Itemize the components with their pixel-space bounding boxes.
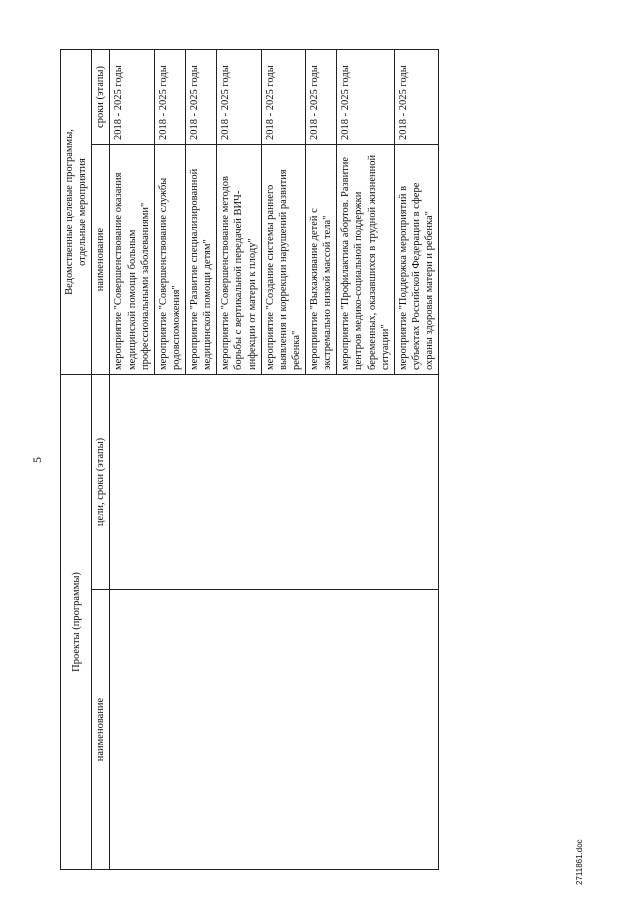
measure-name: мероприятие "Профилактика абортов. Развитие центров медико-социальной поддержки беременных, оказавшихся в трудной жизненной ситуации" bbox=[337, 145, 395, 375]
measure-term: 2018 - 2025 годы bbox=[217, 49, 261, 144]
subheader-name: наименование bbox=[92, 590, 110, 870]
measure-term: 2018 - 2025 годы bbox=[110, 49, 154, 144]
measure-term: 2018 - 2025 годы bbox=[394, 49, 438, 144]
project-name-cell bbox=[110, 590, 439, 870]
page-number: 5 bbox=[30, 457, 44, 463]
programs-table bbox=[60, 49, 439, 870]
subheader-terms: сроки (этапы) bbox=[92, 49, 110, 144]
measure-name: мероприятие "Совершенствование службы родовспоможения" bbox=[154, 145, 185, 375]
measure-name: мероприятие "Развитие специализированной медицинской помощи детям" bbox=[186, 145, 217, 375]
measure-name: мероприятие "Создание системы раннего выявления и коррекции нарушений развития ребенка" bbox=[261, 145, 305, 375]
footer-file-name: 2711861.doc bbox=[575, 839, 584, 885]
table-row bbox=[110, 49, 154, 869]
subheader-measure-name: наименование bbox=[92, 145, 110, 375]
rotated-sheet bbox=[20, 35, 600, 885]
header-targeted-programs-line2: отдельные мероприятия bbox=[77, 158, 89, 266]
header-targeted-programs-line1: Ведомственные целевые программы, bbox=[64, 129, 75, 295]
header-projects: Проекты (программы) bbox=[61, 375, 92, 870]
subheader-goals-terms: цели, сроки (этапы) bbox=[92, 375, 110, 590]
project-goals-cell bbox=[110, 375, 439, 590]
measure-term: 2018 - 2025 годы bbox=[306, 49, 337, 144]
measure-term: 2018 - 2025 годы bbox=[261, 49, 305, 144]
measure-name: мероприятие "Выхаживание детей с экстремально низкой массой тела" bbox=[306, 145, 337, 375]
measure-name: мероприятие "Совершенствование методов борьбы с вертикальной передачей ВИЧ-инфекции от матери к плоду" bbox=[217, 145, 261, 375]
measure-name: мероприятие "Совершенствование оказания медицинской помощи больным профессиональными заболеваниями" bbox=[110, 145, 154, 375]
measure-name: мероприятие "Поддержка мероприятий в субъектах Российской Федерации в сфере охраны здоровья матери и ребенка" bbox=[394, 145, 438, 375]
measure-term: 2018 - 2025 годы bbox=[337, 49, 395, 144]
measure-term: 2018 - 2025 годы bbox=[186, 49, 217, 144]
header-targeted-programs bbox=[61, 49, 92, 374]
measure-term: 2018 - 2025 годы bbox=[154, 49, 185, 144]
